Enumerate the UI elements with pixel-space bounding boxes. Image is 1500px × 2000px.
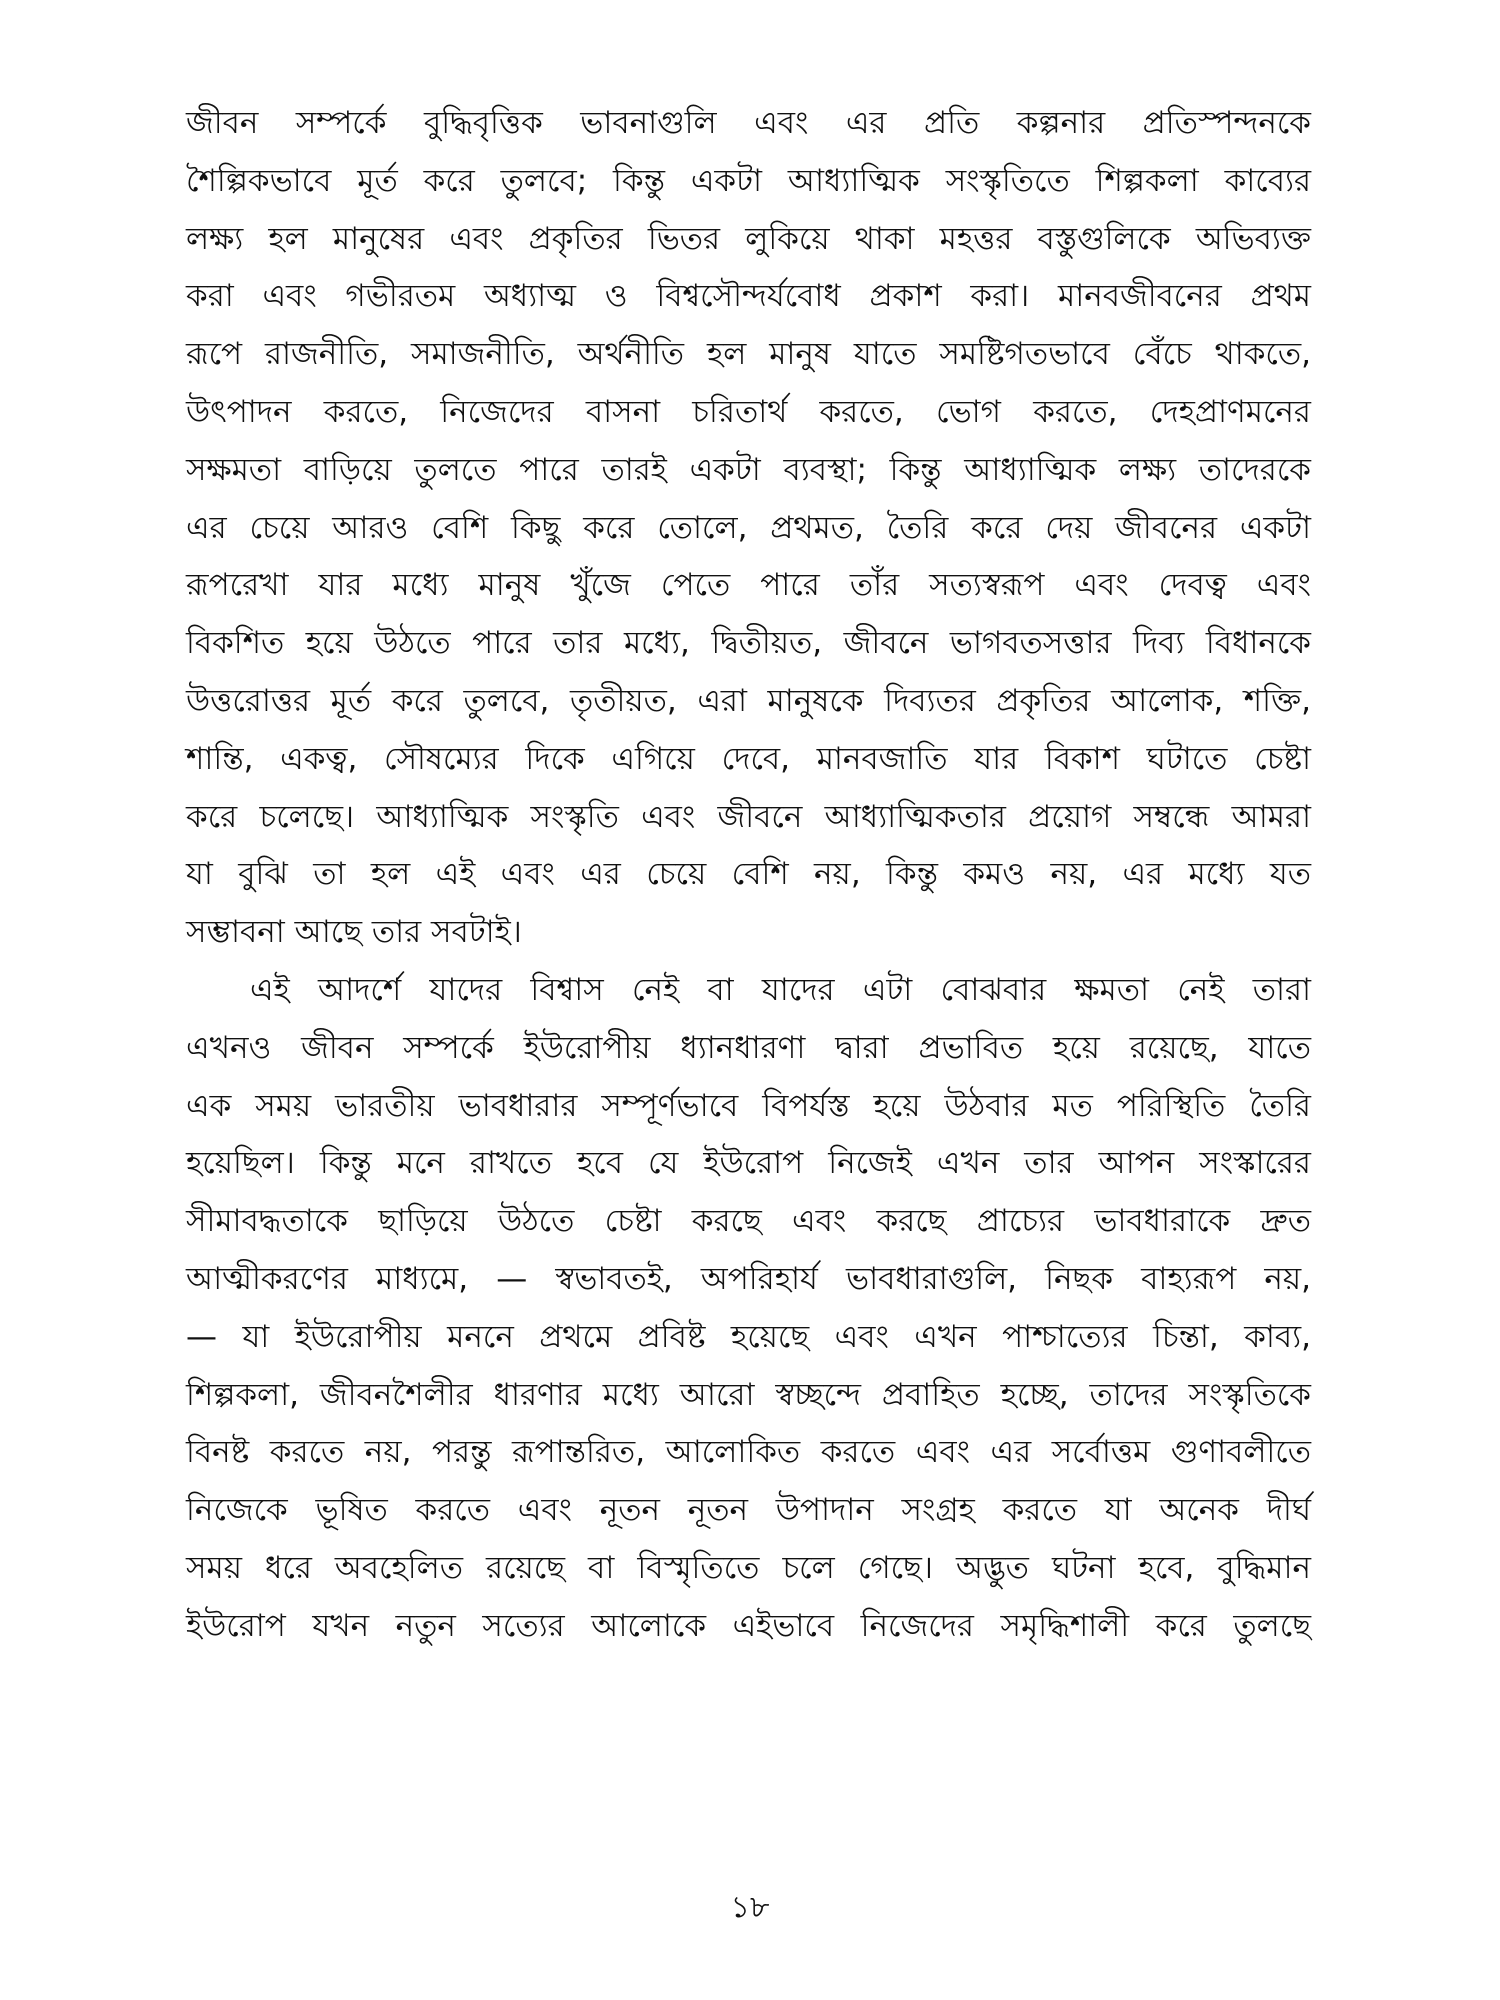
text-line: শিল্পকলা, জীবনশৈলীর ধারণার মধ্যে আরো স্বচ্ছন্দে প্রবাহিত হচ্ছে, তাদের সংস্কৃতিকে bbox=[186, 1376, 1311, 1413]
text-line: সীমাবদ্ধতাকে ছাড়িয়ে উঠতে চেষ্টা করছে এবং করছে প্রাচ্যের ভাবধারাকে দ্রুত bbox=[186, 1203, 1311, 1240]
text-line: বিকশিত হয়ে উঠতে পারে তার মধ্যে, দ্বিতীয়ত, জীবনে ভাগবতসত্তার দিব্য বিধানকে bbox=[186, 625, 1311, 662]
text-line: রূপে রাজনীতি, সমাজনীতি, অর্থনীতি হল মানুষ যাতে সমষ্টিগতভাবে বেঁচে থাকতে, bbox=[186, 336, 1311, 373]
paragraph bbox=[186, 95, 1311, 962]
text-line: যা বুঝি তা হল এই এবং এর চেয়ে বেশি নয়, কিন্তু কমও নয়, এর মধ্যে যত bbox=[186, 856, 1311, 893]
text-line: — যা ইউরোপীয় মননে প্রথমে প্রবিষ্ট হয়েছে এবং এখন পাশ্চাত্যের চিন্তা, কাব্য, bbox=[186, 1318, 1311, 1355]
text-line: সময় ধরে অবহেলিত রয়েছে বা বিস্মৃতিতে চলে গেছে। অদ্ভুত ঘটনা হবে, বুদ্ধিমান bbox=[186, 1549, 1311, 1586]
body-text bbox=[186, 95, 1311, 1656]
text-line: আত্মীকরণের মাধ্যমে, — স্বভাবতই, অপরিহার্য ভাবধারাগুলি, নিছক বাহ্যরূপ নয়, bbox=[186, 1260, 1311, 1297]
text-line: জীবন সম্পর্কে বুদ্ধিবৃত্তিক ভাবনাগুলি এবং এর প্রতি কল্পনার প্রতিস্পন্দনকে bbox=[186, 105, 1311, 141]
text-line: সম্ভাবনা আছে তার সবটাই। bbox=[186, 914, 522, 951]
text-line: শান্তি, একত্ব, সৌষম্যের দিকে এগিয়ে দেবে, মানবজাতি যার বিকাশ ঘটাতে চেষ্টা bbox=[186, 740, 1311, 777]
text-line: নিজেকে ভূষিত করতে এবং নূতন নূতন উপাদান সংগ্রহ করতে যা অনেক দীর্ঘ bbox=[186, 1492, 1311, 1529]
text-line: করা এবং গভীরতম অধ্যাত্ম ও বিশ্বসৌন্দর্যবোধ প্রকাশ করা। মানবজীবনের প্রথম bbox=[186, 278, 1311, 315]
text-line: ইউরোপ যখন নতুন সত্যের আলোকে এইভাবে নিজেদের সমৃদ্ধিশালী করে তুলছে bbox=[186, 1607, 1311, 1644]
text-line: এই আদর্শে যাদের বিশ্বাস নেই বা যাদের এটা বোঝবার ক্ষমতা নেই তারা bbox=[250, 971, 1311, 1008]
text-line: এক সময় ভারতীয় ভাবধারার সম্পূর্ণভাবে বিপর্যস্ত হয়ে উঠবার মত পরিস্থিতি তৈরি bbox=[186, 1087, 1311, 1124]
text-line: এর চেয়ে আরও বেশি কিছু করে তোলে, প্রথমত, তৈরি করে দেয় জীবনের একটা bbox=[186, 509, 1311, 546]
page-number: ১৮ bbox=[730, 1890, 770, 1925]
text-line: লক্ষ্য হল মানুষের এবং প্রকৃতির ভিতর লুকিয়ে থাকা মহত্তর বস্তুগুলিকে অভিব্যক্ত bbox=[186, 220, 1311, 257]
text-line: রূপরেখা যার মধ্যে মানুষ খুঁজে পেতে পারে তাঁর সত্যস্বরূপ এবং দেবত্ব এবং bbox=[186, 567, 1311, 604]
text-line: বিনষ্ট করতে নয়, পরন্তু রূপান্তরিত, আলোকিত করতে এবং এর সর্বোত্তম গুণাবলীতে bbox=[186, 1434, 1311, 1471]
text-line: উৎপাদন করতে, নিজেদের বাসনা চরিতার্থ করতে, ভোগ করতে, দেহপ্রাণমনের bbox=[186, 393, 1311, 430]
text-line: হয়েছিল। কিন্তু মনে রাখতে হবে যে ইউরোপ নিজেই এখন তার আপন সংস্কারের bbox=[186, 1145, 1311, 1182]
paragraph bbox=[186, 962, 1311, 1656]
text-line: উত্তরোত্তর মূর্ত করে তুলবে, তৃতীয়ত, এরা মানুষকে দিব্যতর প্রকৃতির আলোক, শক্তি, bbox=[186, 682, 1311, 719]
text-line: এখনও জীবন সম্পর্কে ইউরোপীয় ধ্যানধারণা দ্বারা প্রভাবিত হয়ে রয়েছে, যাতে bbox=[186, 1029, 1311, 1066]
text-line: সক্ষমতা বাড়িয়ে তুলতে পারে তারই একটা ব্যবস্থা; কিন্তু আধ্যাত্মিক লক্ষ্য তাদেরকে bbox=[186, 451, 1311, 488]
text-line: করে চলেছে। আধ্যাত্মিক সংস্কৃতি এবং জীবনে আধ্যাত্মিকতার প্রয়োগ সম্বন্ধে আমরা bbox=[186, 798, 1311, 835]
text-line: শৈল্পিকভাবে মূর্ত করে তুলবে; কিন্তু একটা আধ্যাত্মিক সংস্কৃতিতে শিল্পকলা কাব্যের bbox=[186, 162, 1311, 199]
